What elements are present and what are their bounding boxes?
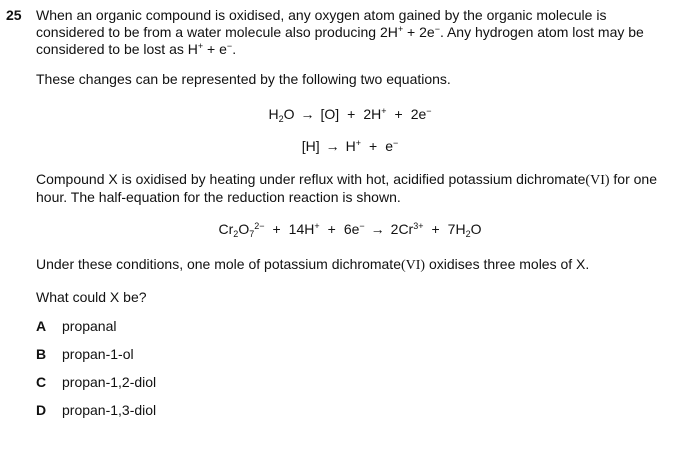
option-text: propanal xyxy=(62,318,117,334)
arrow-icon: → xyxy=(300,106,315,122)
intro-eq-e: e xyxy=(219,41,227,57)
conditions-paragraph: Under these conditions, one mole of potassium dichromate(VI) oxidises three moles of X. xyxy=(36,256,590,273)
option-b[interactable] xyxy=(36,346,134,363)
option-a[interactable] xyxy=(36,318,117,335)
option-letter: C xyxy=(36,374,47,390)
equation-hydrogen-loss: [H] → H+ + e− xyxy=(301,138,399,154)
intro-minus-charge: − xyxy=(434,24,440,34)
option-letter: D xyxy=(36,402,47,418)
compound-paragraph: Compound X is oxidised by heating under reflux with hot, acidified potassium dichromate(VI) for one hour. The half-equation for the reduction reaction is shown. xyxy=(36,171,658,205)
option-d[interactable] xyxy=(36,402,156,419)
question-prompt: What could X be? xyxy=(36,289,147,305)
intro-text-1: When an organic compound is oxidised, any oxygen atom gained by the organic molecule is considered to be from a water molecule also producing xyxy=(36,7,607,40)
intro-eq-h: H xyxy=(187,41,198,57)
intro-paragraph xyxy=(36,7,676,58)
question-number: 25 xyxy=(6,7,22,23)
intro-eq-2e: 2e xyxy=(419,24,435,40)
option-c[interactable] xyxy=(36,374,156,391)
intro-text-3: . xyxy=(232,41,237,57)
option-text: propan-1-ol xyxy=(62,346,134,362)
option-letter: B xyxy=(36,346,47,362)
option-text: propan-1,3-diol xyxy=(62,402,157,418)
represent-text: These changes can be represented by the following two equations. xyxy=(36,71,451,87)
intro-plus-sign-2: + xyxy=(207,41,216,57)
equation-water-oxidation: $H_2O \to [O] + 2H^+ + 2e^-$ xyxy=(268,106,432,124)
intro-e-charge: − xyxy=(226,41,233,51)
option-text: propan-1,2-diol xyxy=(62,374,157,390)
intro-h-charge: + xyxy=(197,41,204,51)
arrow-icon: → xyxy=(370,221,385,237)
intro-text-2: . Any hydrogen atom lost may be considered to be lost as xyxy=(36,24,644,57)
intro-plus-charge: + xyxy=(397,24,404,34)
option-letter: A xyxy=(36,318,47,334)
intro-plus-sign: + xyxy=(407,24,416,40)
intro-eq-2h: 2H xyxy=(379,24,398,40)
arrow-icon: → xyxy=(325,138,340,154)
equation-dichromate-reduction: $Cr_2O_7^{2-} + 14H^+ + 6e^- \to 2Cr^{3+} + 7H_2O$ xyxy=(218,221,482,239)
